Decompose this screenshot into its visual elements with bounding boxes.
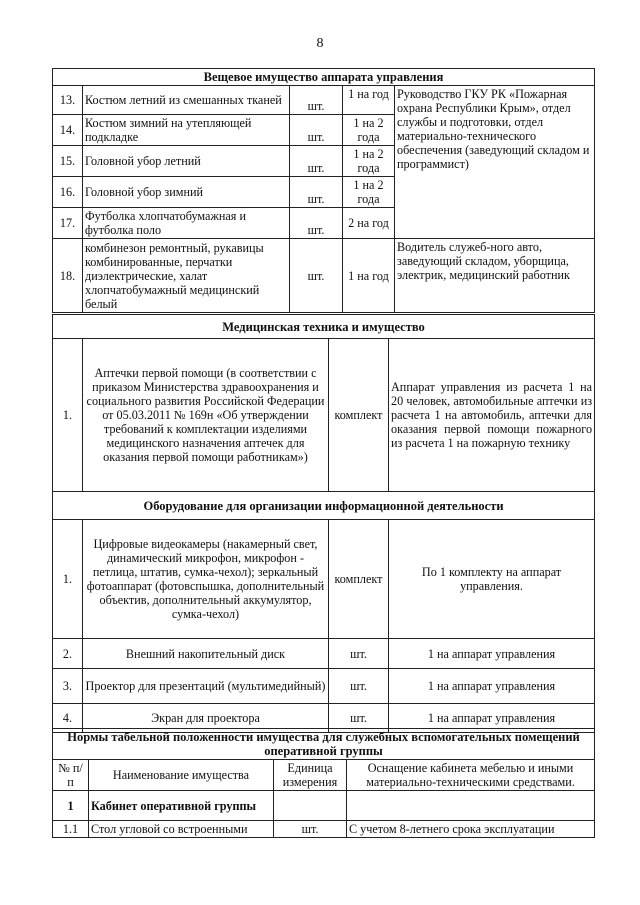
item-unit: шт. [290,115,343,146]
item-name: Внешний накопительный диск [83,639,329,669]
recipients-management: Руководство ГКУ РК «Пожарная охрана Республики Крым», отдел службы и подготовки, отдел материально-технического обеспечения (заведующий складом и программист) [395,86,595,239]
row-num: 1.1 [53,821,89,838]
header-name: Наименование имущества [89,760,274,791]
norms-table [52,728,595,838]
row-num: 2. [53,639,83,669]
header-unit: Единица измерения [274,760,347,791]
item-name: Экран для проектора [83,704,329,733]
item-unit: шт. [290,208,343,239]
item-unit: комплект [329,339,389,492]
item-norm: По 1 комплекту на аппарат управления. [389,520,595,639]
item-unit: комплект [329,520,389,639]
item-name: Проектор для презентаций (мультимедийный) [83,669,329,704]
item-name: Костюм зимний на утепляющей подкладке [83,115,290,146]
item-norm: С учетом 8-летнего срока эксплуатации [347,821,595,838]
row-num: 4. [53,704,83,733]
row-num: 1. [53,339,83,492]
header-norm: Оснащение кабинета мебелью и иными материально-техническими средствами. [347,760,595,791]
row-num: 15. [53,146,83,177]
row-num: 16. [53,177,83,208]
recipients-staff: Водитель служеб-ного авто, заведующий складом, уборщица, электрик, медицинский работник [395,239,595,313]
row-num: 17. [53,208,83,239]
item-unit: шт. [329,669,389,704]
header-num: № п/п [53,760,89,791]
item-name: Головной убор зимний [83,177,290,208]
item-unit: шт. [290,146,343,177]
item-name: Костюм летний из смешанных тканей [83,86,290,115]
item-unit: шт. [290,239,343,313]
item-name: Головной убор летний [83,146,290,177]
item-norm: Аппарат управления из расчета 1 на 20 человек, автомобильные аптечки из расчета 1 на автомобиль, аптечки для оказания первой помощи пожарного из расчета 1 на пожарную технику [389,339,595,492]
row-num: 18. [53,239,83,313]
item-unit: шт. [290,86,343,115]
section-title-medical: Медицинская техника и имущество [53,315,595,339]
item-norm: 2 на год [343,208,395,239]
item-norm: 1 на 2 года [343,115,395,146]
group-name: Кабинет оперативной группы [89,791,274,821]
row-num: 1. [53,520,83,639]
item-unit: шт. [329,704,389,733]
item-norm: 1 на аппарат управления [389,704,595,733]
row-num: 14. [53,115,83,146]
item-norm: 1 на 2 года [343,146,395,177]
section-title-clothing: Вещевое имущество аппарата управления [53,69,595,86]
row-num: 13. [53,86,83,115]
item-norm: 1 на год [343,86,395,115]
item-norm: 1 на 2 года [343,177,395,208]
item-norm: 1 на аппарат управления [389,669,595,704]
item-unit: шт. [274,821,347,838]
item-unit: шт. [290,177,343,208]
section-title-info: Оборудование для организации информационной деятельности [53,492,595,520]
item-norm: 1 на аппарат управления [389,639,595,669]
page-number: 8 [316,36,324,51]
group-num: 1 [53,791,89,821]
group-unit-empty [274,791,347,821]
item-norm: 1 на год [343,239,395,313]
equipment-table [52,314,595,733]
section-title-norms: Нормы табельной положенности имущества для служебных вспомогательных помещений оперативной группы [53,729,595,760]
item-name: Цифровые видеокамеры (накамерный свет, динамический микрофон, микрофон - петлица, штатив, сумка-чехол); зеркальный фотоаппарат (фотовспышка, дополнительный объектив, дополнительный аккумулятор, сумка-чехол) [83,520,329,639]
item-name: комбинезон ремонтный, рукавицы комбинированные, перчатки диэлектрические, халат хлопчатобумажный медицинский белый [83,239,290,313]
item-name: Футболка хлопчатобумажная и футболка поло [83,208,290,239]
item-unit: шт. [329,639,389,669]
item-name: Аптечки первой помощи (в соответствии с приказом Министерства здравоохранения и социального развития Российской Федерации от 05.03.2011 № 169н «Об утверждении требований к комплектации изделиями медицинского назначения аптечек для оказания первой помощи работникам») [83,339,329,492]
group-norm-empty [347,791,595,821]
row-num: 3. [53,669,83,704]
item-name: Стол угловой со встроенными [89,821,274,838]
clothing-table [52,68,595,313]
